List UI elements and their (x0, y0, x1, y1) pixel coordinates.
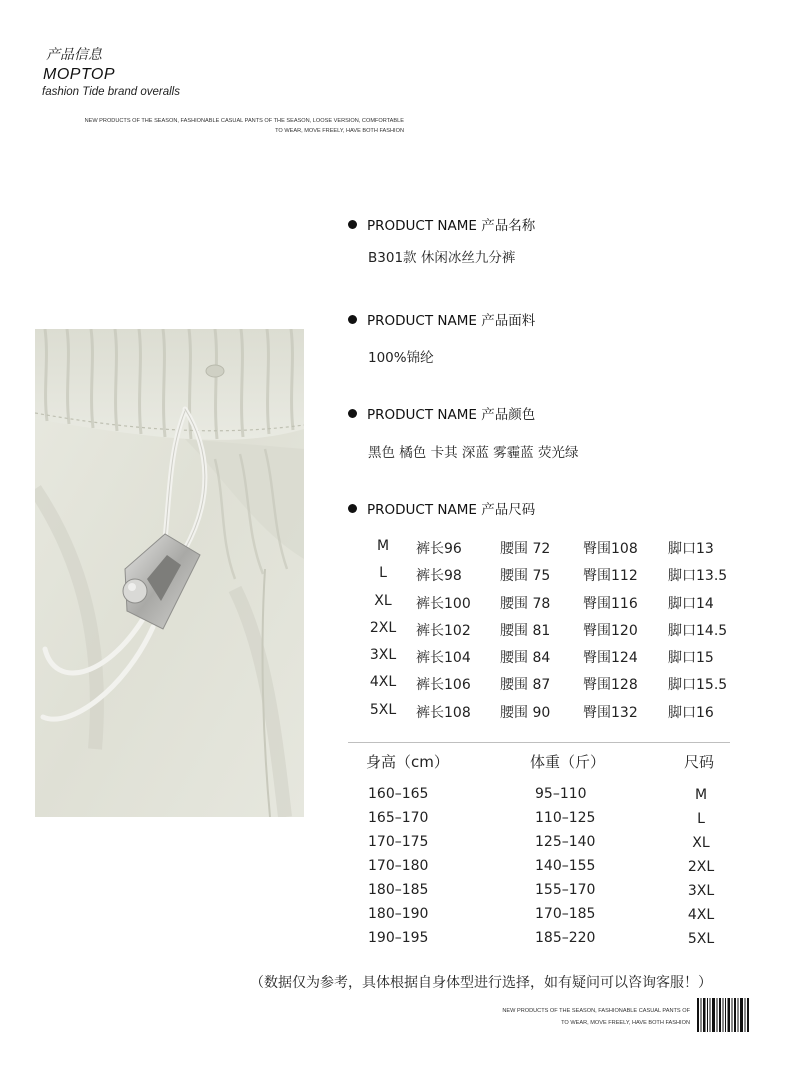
size-hip: 臀围124 (583, 650, 638, 666)
size-waist: 腰围 90 (500, 705, 551, 721)
size-hem: 脚口15.5 (668, 677, 728, 693)
size-length: 裤长100 (416, 596, 471, 612)
section-title-size (348, 498, 535, 518)
product-color-value: 黑色 橘色 卡其 深蓝 雾霾蓝 荧光绿 (368, 445, 579, 461)
footer-tagline-line-1: NEW PRODUCTS OF THE SEASON, FASHIONABLE CASUAL PANTS OF (502, 1008, 690, 1014)
fit-size: 4XL (687, 907, 715, 923)
header-tagline-line-1: NEW PRODUCTS OF THE SEASON, FASHIONABLE CASUAL PANTS OF THE SEASON, LOOSE VERSION, COMFORTABLE (84, 118, 404, 124)
header-tagline-line-2: TO WEAR, MOVE FREELY, HAVE BOTH FASHION (275, 128, 404, 134)
fit-size: 5XL (687, 931, 715, 947)
fit-weight: 185–220 (535, 930, 596, 946)
size-hip: 臀围108 (583, 541, 638, 557)
section-title-name-text: PRODUCT NAME 产品名称 (367, 218, 536, 234)
size-waist: 腰围 81 (500, 623, 551, 639)
fit-height: 190–195 (368, 930, 429, 946)
fit-weight: 140–155 (535, 858, 596, 874)
fit-height: 165–170 (368, 810, 429, 826)
fit-weight: 95–110 (535, 786, 587, 802)
table-divider (348, 742, 730, 743)
fit-size: L (697, 811, 705, 827)
fit-weight: 155–170 (535, 882, 596, 898)
section-title-fabric-text: PRODUCT NAME 产品面料 (367, 313, 536, 329)
section-title-fabric (348, 309, 535, 329)
size-hem: 脚口15 (668, 650, 714, 666)
fit-size: 3XL (687, 883, 715, 899)
size-waist: 腰围 72 (500, 541, 551, 557)
size-length: 裤长102 (416, 623, 471, 639)
fit-height: 170–180 (368, 858, 429, 874)
section-title-color (348, 403, 535, 423)
waistband-drawcord-illustration (35, 329, 304, 817)
brand-name: MOPTOP (43, 66, 116, 83)
size-hem: 脚口14 (668, 596, 714, 612)
size-length: 裤长98 (416, 568, 462, 584)
bullet-dot (348, 409, 357, 418)
size-label: 2XL (369, 620, 397, 636)
fit-height: 180–185 (368, 882, 429, 898)
fit-size: M (694, 787, 708, 803)
fit-weight: 125–140 (535, 834, 596, 850)
fit-height: 160–165 (368, 786, 429, 802)
size-hip: 臀围120 (583, 623, 638, 639)
header-title-cn: 产品信息 (46, 47, 102, 63)
size-label: 5XL (369, 702, 397, 718)
product-name-value: B301款 休闲冰丝九分裤 (368, 250, 516, 266)
size-waist: 腰围 87 (500, 677, 551, 693)
size-hip: 臀围112 (583, 568, 638, 584)
size-hem: 脚口14.5 (668, 623, 728, 639)
product-photo (35, 329, 304, 817)
size-length: 裤长96 (416, 541, 462, 557)
footer-tagline-line-2: TO WEAR, MOVE FREELY, HAVE BOTH FASHION (561, 1020, 690, 1026)
size-length: 裤长106 (416, 677, 471, 693)
fit-weight: 110–125 (535, 810, 596, 826)
product-fabric-value: 100%锦纶 (368, 350, 434, 366)
reference-note: （数据仅为参考，具体根据自身体型进行选择，如有疑问可以咨询客服！） (250, 975, 712, 991)
fit-header-weight: 体重（斤） (530, 753, 606, 771)
size-label: 4XL (369, 674, 397, 690)
section-title-color-text: PRODUCT NAME 产品颜色 (367, 407, 536, 423)
section-title-name (348, 214, 535, 234)
size-waist: 腰围 84 (500, 650, 551, 666)
footer-tagline (440, 1005, 690, 1029)
header-tagline (40, 116, 404, 136)
fit-size: 2XL (687, 859, 715, 875)
bullet-dot (348, 315, 357, 324)
fit-size: XL (692, 835, 710, 851)
fit-header-height: 身高（cm） (366, 753, 449, 771)
fit-height: 180–190 (368, 906, 429, 922)
size-waist: 腰围 75 (500, 568, 551, 584)
size-waist: 腰围 78 (500, 596, 551, 612)
size-hip: 臀围132 (583, 705, 638, 721)
fit-header-size: 尺码 (684, 753, 715, 771)
bullet-dot (348, 504, 357, 513)
size-length: 裤长108 (416, 705, 471, 721)
size-hem: 脚口13.5 (668, 568, 728, 584)
bullet-dot (348, 220, 357, 229)
barcode-icon (697, 998, 749, 1032)
fit-weight: 170–185 (535, 906, 596, 922)
size-label: L (379, 565, 387, 581)
size-label: M (376, 538, 390, 554)
brand-subtitle: fashion Tide brand overalls (42, 86, 180, 98)
fit-height: 170–175 (368, 834, 429, 850)
size-label: XL (374, 593, 392, 609)
size-label: 3XL (369, 647, 397, 663)
size-hip: 臀围128 (583, 677, 638, 693)
size-hem: 脚口16 (668, 705, 714, 721)
section-title-size-text: PRODUCT NAME 产品尺码 (367, 502, 536, 518)
size-hem: 脚口13 (668, 541, 714, 557)
size-hip: 臀围116 (583, 596, 638, 612)
size-length: 裤长104 (416, 650, 471, 666)
